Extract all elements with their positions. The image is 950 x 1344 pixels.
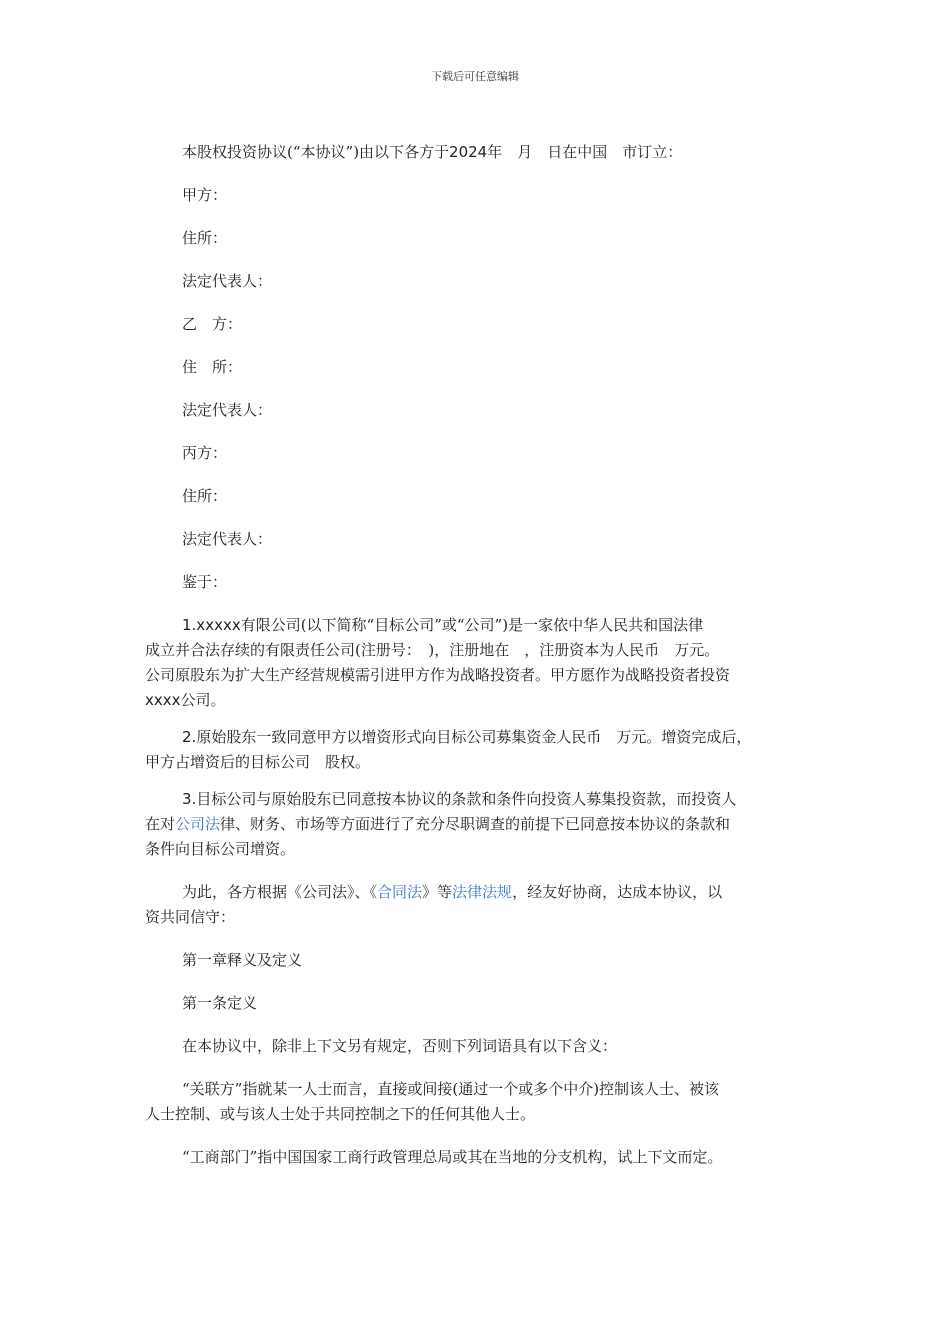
intro-year: 2024: [449, 143, 488, 161]
recital-1-line-3: 公司原股东为扩大生产经营规模需引进甲方作为战略投资者。甲方愿作为战略投资者投资: [145, 666, 731, 684]
definition-affiliate-line-2: 人士控制、或与该人士处于共同控制之下的任何其他人士。: [145, 1105, 536, 1123]
recital-2-number: 2.: [182, 728, 197, 746]
therefore-paragraph: [145, 880, 807, 930]
party-a-address: 住所：: [182, 229, 228, 247]
recital-3-line-1: 目标公司与原始股东已同意按本协议的条款和条件向投资人募集投资款，而投资人: [196, 790, 737, 808]
recital-2-line-2: 甲方占增资后的目标公司 股权。: [145, 753, 371, 771]
therefore-text-c: ，经友好协商，达成本协议，以: [512, 883, 723, 901]
recital-3-number: 3.: [182, 790, 197, 808]
recital-3: [145, 787, 807, 862]
recital-1-line-4b: 公司。: [180, 691, 226, 709]
chapter-1-heading: 第一章释义及定义: [182, 951, 303, 969]
company-law-link[interactable]: 公司法: [175, 815, 221, 833]
recital-1-line-1: 有限公司(以下简称“目标公司”或“公司”)是一家依中华人民共和国法律: [240, 616, 704, 634]
therefore-text-b: 》等: [422, 883, 453, 901]
party-a-label: 甲方：: [182, 186, 228, 204]
party-c-representative: 法定代表人：: [182, 530, 273, 548]
party-c-address: 住所：: [182, 487, 228, 505]
definitions-intro: 在本协议中，除非上下文另有规定，否则下列词语具有以下含义：: [182, 1037, 618, 1055]
recital-2-line-1: 原始股东一致同意甲方以增资形式向目标公司募集资金人民币 万元。增资完成后，: [196, 728, 752, 746]
recital-3-line-3: 条件向目标公司增资。: [145, 840, 296, 858]
definition-aic: “工商部门”指中国国家工商行政管理总局或其在当地的分支机构，试上下文而定。: [182, 1148, 723, 1166]
intro-text-b: 年 月 日在中国 市订立：: [487, 143, 683, 161]
recital-2: [145, 725, 807, 775]
whereas-heading: 鉴于：: [182, 573, 228, 591]
recital-3-line-2a: 在对: [145, 815, 176, 833]
therefore-line-2: 资共同信守：: [145, 908, 236, 926]
party-c-label: 丙方：: [182, 444, 228, 462]
recital-1-number: 1.xxxxx: [182, 616, 241, 634]
recital-1-line-2: 成立并合法存续的有限责任公司(注册号： )，注册地在 ，注册资本为人民币 万元。: [145, 641, 720, 659]
recital-1-line-4a: xxxx: [145, 691, 181, 709]
party-b-representative: 法定代表人：: [182, 401, 273, 419]
article-1-heading: 第一条定义: [182, 994, 258, 1012]
definition-affiliate: [145, 1077, 807, 1127]
therefore-text-a: 为此，各方根据《公司法》、《: [182, 883, 378, 901]
laws-regulations-link[interactable]: 法律法规: [452, 883, 513, 901]
contract-law-link[interactable]: 合同法: [377, 883, 423, 901]
party-a-representative: 法定代表人：: [182, 272, 273, 290]
intro-paragraph: [145, 140, 807, 165]
recital-3-line-2b: 律、财务、市场等方面进行了充分尽职调查的前提下已同意按本协议的条款和: [220, 815, 731, 833]
party-b-label: 乙 方：: [182, 315, 243, 333]
intro-text-a: 本股权投资协议(“本协议”)由以下各方于: [182, 143, 450, 161]
page-header: 下载后可任意编辑: [431, 70, 519, 83]
definition-affiliate-line-1: “关联方”指就某一人士而言，直接或间接(通过一个或多个中介)控制该人士、被该: [182, 1080, 720, 1098]
recital-1: [145, 613, 807, 713]
party-b-address: 住 所：: [182, 358, 243, 376]
document-body: [145, 140, 807, 1170]
